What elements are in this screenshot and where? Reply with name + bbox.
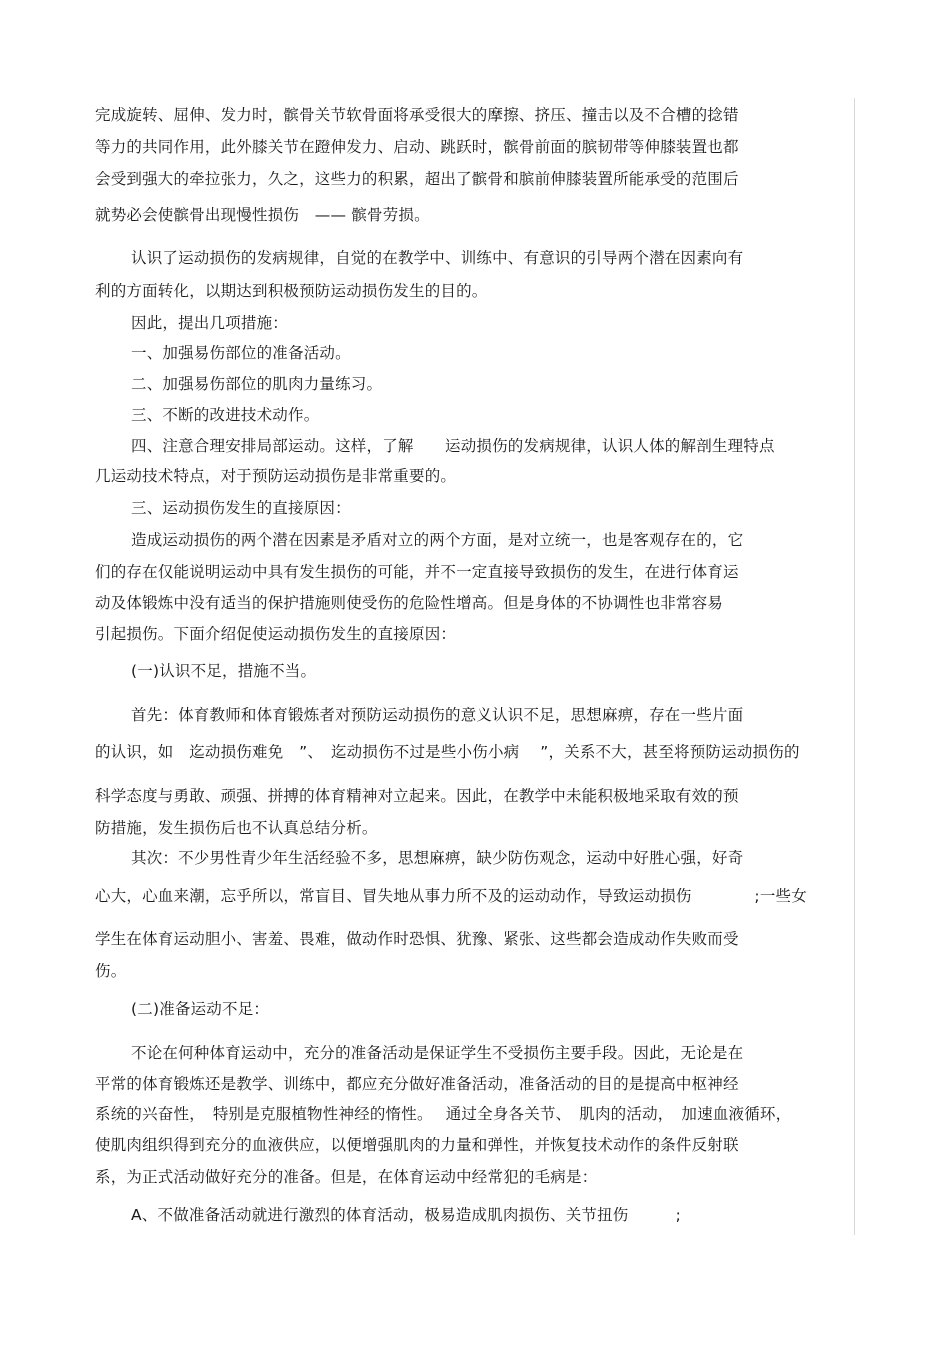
text-line: 系，为正式活动做好充分的准备。但是，在体育运动中经常犯的毛病是： bbox=[95, 1168, 598, 1186]
text-line: 几运动技术特点，对于预防运动损伤是非常重要的。 bbox=[95, 467, 457, 485]
list-item: 二、加强易伤部位的肌肉力量练习。 bbox=[131, 375, 383, 393]
text-line: 认识了运动损伤的发病规律，自觉的在教学中、训练中、有意识的引导两个潜在因素向有 bbox=[131, 249, 744, 267]
text-line: 使肌肉组织得到充分的血液供应，以便增强肌肉的力量和弹性，并恢复技术动作的条件反射联 bbox=[95, 1136, 739, 1154]
text-line: 利的方面转化，以期达到积极预防运动损伤发生的目的。 bbox=[95, 282, 488, 300]
text-line: 会受到强大的牵拉张力，久之，这些力的积累，超出了髌骨和膑前伸膝装置所能承受的范围后 bbox=[95, 170, 739, 188]
text-line: 不论在何种体育运动中，充分的准备活动是保证学生不受损伤主要手段。因此，无论是在 bbox=[131, 1044, 744, 1062]
text-line: 伤。 bbox=[95, 962, 127, 980]
text-line: 的认识，如 迄动损伤难免 ”、 迄动损伤不过是些小伤小病 ”，关系不大，甚至将预防运动损伤的 bbox=[95, 743, 800, 761]
text-line: 造成运动损伤的两个潜在因素是矛盾对立的两个方面，是对立统一，也是客观存在的，它 bbox=[131, 531, 744, 549]
text-line: 因此，提出几项措施： bbox=[131, 314, 289, 332]
text-line: 其次：不少男性青少年生活经验不多，思想麻痹，缺少防伤观念，运动中好胜心强，好奇 bbox=[131, 849, 744, 867]
text-line: 们的存在仅能说明运动中具有发生损伤的可能，并不一定直接导致损伤的发生，在进行体育运 bbox=[95, 563, 739, 581]
text-line: 首先：体育教师和体育锻炼者对预防运动损伤的意义认识不足，思想麻痹，存在一些片面 bbox=[131, 706, 744, 724]
list-item: A、不做准备活动就进行激烈的体育活动，极易造成肌肉损伤、关节扭伤 ; bbox=[131, 1206, 682, 1224]
section-heading: 三、运动损伤发生的直接原因： bbox=[131, 499, 351, 517]
text-line: 引起损伤。下面介绍促使运动损伤发生的直接原因： bbox=[95, 625, 457, 643]
text-line: 学生在体育运动胆小、害羞、畏难，做动作时恐惧、犹豫、紧张、这些都会造成动作失败而受 bbox=[95, 930, 739, 948]
text-line: 等力的共同作用，此外膝关节在蹬伸发力、启动、跳跃时，髌骨前面的膑韧带等伸膝装置也都 bbox=[95, 138, 739, 156]
text-line: 完成旋转、屈伸、发力时，髌骨关节软骨面将承受很大的摩擦、挤压、撞击以及不合槽的捻错 bbox=[95, 106, 739, 124]
page-right-border bbox=[854, 98, 855, 1235]
subsection-heading: (二)准备运动不足： bbox=[131, 1000, 270, 1018]
list-item: 三、不断的改进技术动作。 bbox=[131, 406, 320, 424]
text-line: 防措施，发生损伤后也不认真总结分析。 bbox=[95, 819, 378, 837]
list-item: 一、加强易伤部位的准备活动。 bbox=[131, 344, 351, 362]
subsection-heading: (一)认识不足，措施不当。 bbox=[131, 662, 317, 680]
list-item: 四、注意合理安排局部运动。这样，了解 运动损伤的发病规律，认识人体的解剖生理特点 bbox=[131, 437, 775, 455]
text-line: 平常的体育锻炼还是教学、训练中，都应充分做好准备活动，准备活动的目的是提高中枢神经 bbox=[95, 1075, 739, 1093]
text-line: 心大，心血来潮，忘乎所以，常盲目、冒失地从事力所不及的运动动作，导致运动损伤 ;一些女 bbox=[95, 887, 807, 905]
text-line: 科学态度与勇敢、顽强、拼搏的体育精神对立起来。因此，在教学中未能积极地采取有效的预 bbox=[95, 787, 739, 805]
text-line: 动及体锻炼中没有适当的保护措施则使受伤的危险性增高。但是身体的不协调性也非常容易 bbox=[95, 594, 724, 612]
text-line: 就势必会使髌骨出现慢性损伤 —— 髌骨劳损。 bbox=[95, 206, 430, 224]
text-line: 系统的兴奋性， 特别是克服植物性神经的惰性。 通过全身各关节、 肌肉的活动， 加速血液循环， bbox=[95, 1105, 792, 1123]
